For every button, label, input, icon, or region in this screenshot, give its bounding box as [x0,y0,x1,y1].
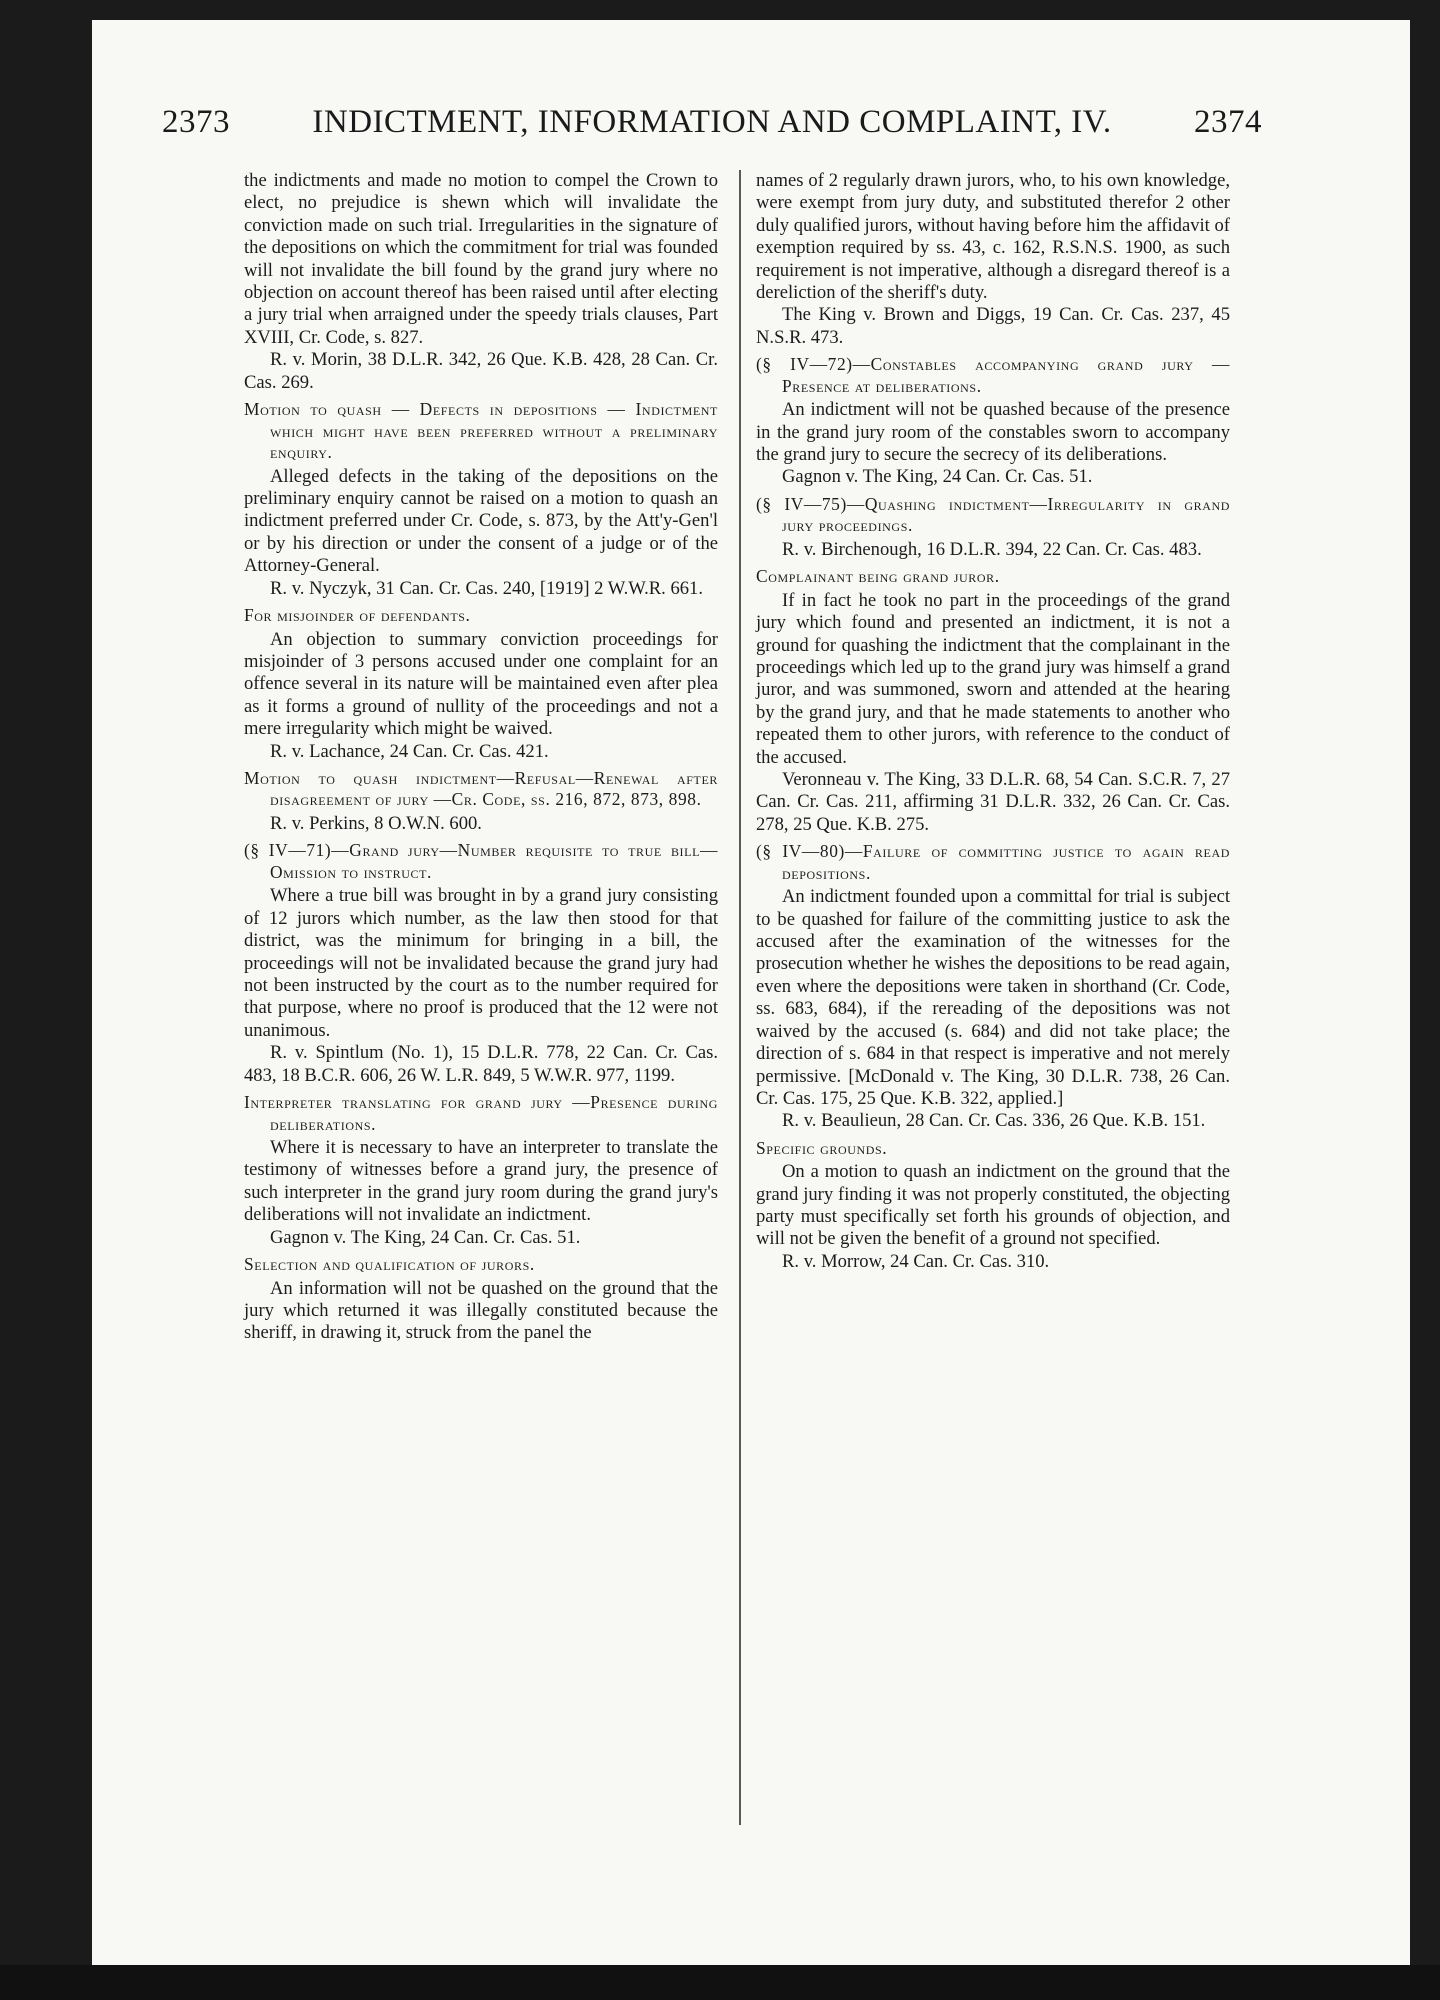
paragraph: Where a true bill was brought in by a grand jury consisting of 12 jurors which number, as the law then stood for that district, was the minimum for bringing in a bill, the proceedings will not be invalidated because the grand jury had not been instructed by the court as to the number required for that purpose, where no proof is produced that the 12 were not unanimous. [244,885,718,1041]
citation: R. v. Spintlum (No. 1), 15 D.L.R. 778, 22 Can. Cr. Cas. 483, 18 B.C.R. 606, 26 W. L.R. 849, 5 W.W.R. 977, 1199. [244,1042,718,1086]
page-title: INDICTMENT, INFORMATION AND COMPLAINT, IV. [312,104,1112,140]
section-heading: Motion to quash indictment—Refusal—Renewal after disagreement of jury —Cr. Code, ss. 216, 872, 873, 898. [244,767,718,810]
citation: R. v. Birchenough, 16 D.L.R. 394, 22 Can. Cr. Cas. 483. [782,538,1202,560]
citation: R. v. Morrow, 24 Can. Cr. Cas. 310. [782,1250,1050,1272]
paragraph: An objection to summary conviction proceedings for misjoinder of 3 persons accused under one complaint for an offence several in its nature will be maintained even after plea as it forms a ground of nullity of the proceedings and not a mere irregularity which might be waived. [244,628,718,740]
citation: Gagnon v. The King, 24 Can. Cr. Cas. 51. [270,1226,581,1248]
column-divider [739,170,741,1825]
paragraph: Where it is necessary to have an interpreter to translate the testimony of witnesses before a grand jury, the presence of such interpreter in the grand jury room during the grand jury's deliberations will not invalidate an indictment. [244,1137,718,1226]
section-heading: (§ IV—80)—Failure of committing justice to again read depositions. [756,841,1230,883]
citation: Veronneau v. The King, 33 D.L.R. 68, 54 Can. S.C.R. 7, 27 Can. Cr. Cas. 211, affirming 31 D.L.R. 332, 26 Can. Cr. Cas. 278, 25 Que. K.B. 275. [756,769,1230,835]
paragraph: An information will not be quashed on the ground that the jury which returned it was illegally constituted because the sheriff, in drawing it, struck from the panel the [244,1277,718,1344]
citation: R. v. Morin, 38 D.L.R. 342, 26 Que. K.B. 428, 28 Can. Cr. Cas. 269. [244,349,718,393]
paragraph: names of 2 regularly drawn jurors, who, to his own knowledge, were exempt from jury duty, and substituted therefor 2 other duly qualified jurors, without having before him the affidavit of exemption required by ss. 43, c. 162, R.S.N.S. 1900, as such requirement is not imperative, although a disregard thereof is a dereliction of the sheriff's duty. [756,170,1230,304]
paragraph: Alleged defects in the taking of the depositions on the preliminary enquiry cannot be raised on a motion to quash an indictment preferred under Cr. Code, s. 873, by the Att'y-Gen'l or by his direction or under the consent of a judge or of the Attorney-General. [244,465,718,577]
section-heading: Complainant being grand juror. [756,566,1000,587]
section-heading: For misjoinder of defendants. [244,605,471,625]
section-heading: (§ IV—71)—Grand jury—Number requisite to true bill—Omission to instruct. [244,840,718,882]
citation: Gagnon v. The King, 24 Can. Cr. Cas. 51. [782,466,1093,488]
left-column [244,170,718,1345]
page-number-left: 2373 [162,104,230,140]
paragraph: the indictments and made no motion to compel the Crown to elect, no prejudice is shewn which will invalidate the conviction made on such trial. Irregularities in the signature of the depositions on which the commitment for trial was founded will not invalidate the bill found by the grand jury where no objection on account thereof has been raised until after electing a jury trial when arraigned under the speedy trials clauses, Part XVIII, Cr. Code, s. 827. [244,170,718,348]
page-number-right: 2374 [1194,104,1262,140]
section-heading: Motion to quash — Defects in depositions — Indictment which might have been preferred without a preliminary enquiry. [244,399,718,463]
citation: The King v. Brown and Diggs, 19 Can. Cr. Cas. 237, 45 N.S.R. 473. [756,304,1230,348]
section-heading: Selection and qualification of jurors. [244,1254,535,1275]
paragraph: An indictment founded upon a committal for trial is subject to be quashed for failure of the committing justice to ask the accused after the examination of the witnesses for the prosecution whether he wishes the depositions to be read again, even where the depositions were taken in shorthand (Cr. Code, ss. 683, 684), if the rereading of the depositions was not waived by the accused (s. 684) and did not take place; the direction of s. 684 in that respect is imperative and not merely permissive. [McDonald v. The King, 30 D.L.R. 738, 26 Can. Cr. Cas. 175, 25 Que. K.B. 322, applied.] [756,886,1230,1109]
running-header [162,104,1262,141]
section-heading: Specific grounds. [756,1137,888,1158]
citation: R. v. Beaulieun, 28 Can. Cr. Cas. 336, 26 Que. K.B. 151. [782,1110,1206,1132]
paragraph: If in fact he took no part in the proceedings of the grand jury which found and presented an indictment, it is not a ground for quashing the indictment that the complainant in the proceedings which led up to the grand jury was himself a grand juror, and was summoned, sworn and attended at the hearing by the grand jury, and that he made statements to another who repeated them to other jurors, with reference to the conduct of the accused. [756,589,1230,768]
right-column [756,170,1230,1273]
section-heading: (§ IV—75)—Quashing indictment—Irregularity in grand jury proceedings. [756,493,1230,536]
citation: R. v. Lachance, 24 Can. Cr. Cas. 421. [270,740,549,762]
scan-border [0,1965,1440,2000]
citation: R. v. Perkins, 8 O.W.N. 600. [270,812,482,834]
paragraph: On a motion to quash an indictment on the ground that the grand jury finding it was not properly constituted, the objecting party must specifically set forth his grounds of objection, and will not be given the benefit of a ground not specified. [756,1161,1230,1250]
section-heading: (§ IV—72)—Constables accompanying grand jury — Presence at deliberations. [756,354,1230,396]
section-heading: Interpreter translating for grand jury —Presence during deliberations. [244,1092,718,1134]
paragraph: An indictment will not be quashed because of the presence in the grand jury room of the constables sworn to accompany the grand jury to secure the secrecy of its deliberations. [756,399,1230,466]
citation: R. v. Nyczyk, 31 Can. Cr. Cas. 240, [1919] 2 W.W.R. 661. [270,577,703,599]
